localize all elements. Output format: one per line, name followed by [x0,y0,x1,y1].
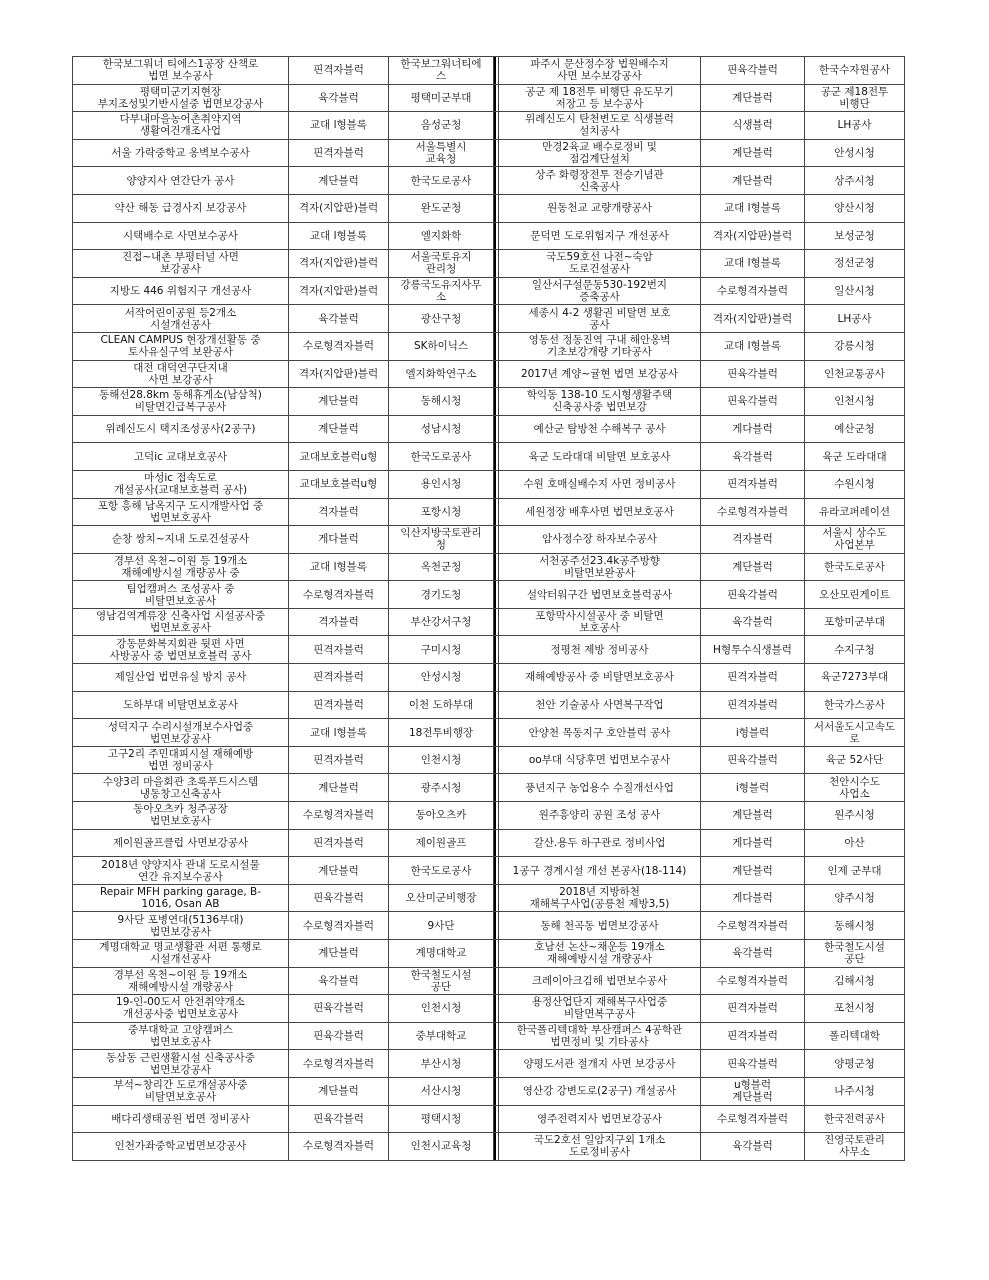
product-cell: 격자블럭 [289,498,389,526]
product-cell: 격자(지압판)블럭 [701,305,805,333]
table-row [73,857,905,885]
product-cell: 핀격자블럭 [289,691,389,719]
product-cell: 격자(지압판)블럭 [701,222,805,250]
project-cell: 포항막사시설공사 중 비탈면 보호공사 [499,608,701,636]
table-row [73,139,905,167]
client-cell: 18전투비행장 [389,719,494,747]
client-cell: 평택시청 [389,1105,494,1133]
client-cell: 서울국토유지 관리청 [389,250,494,278]
table-row [73,388,905,416]
product-cell: 핀육각블럭 [701,57,805,85]
project-cell: 영주전력지사 법면보강공사 [499,1105,701,1133]
product-cell: 계단블럭 [701,857,805,885]
product-cell: 핀육각블럭 [701,360,805,388]
project-cell: 약산 해동 급경사지 보강공사 [73,194,289,222]
project-cell: 파주시 문산정수장 법원배수지 사면 보수보강공사 [499,57,701,85]
product-cell: 핀육각블럭 [701,1050,805,1078]
product-cell: 수로형격자블럭 [289,912,389,940]
client-cell: 인천교통공사 [805,360,905,388]
project-cell: 영산강 강변도로(2공구) 개설공사 [499,1077,701,1105]
project-cell: 영남검역계류장 신축사업 시설공사중 법면보호공사 [73,608,289,636]
project-cell: 설악터워구간 법면보호블럭공사 [499,581,701,609]
project-cell: 세원정장 배후사면 법면보호공사 [499,498,701,526]
client-cell: 나주시청 [805,1077,905,1105]
product-cell: 수로형격자블럭 [701,912,805,940]
project-table [72,56,905,1161]
product-cell: 계단블럭 [701,139,805,167]
project-cell: 제이원골프클럽 사면보강공사 [73,829,289,857]
product-cell: 교대 l형블록 [289,553,389,581]
project-cell: 육군 도라대대 비탈면 보호공사 [499,443,701,471]
project-cell: 다부내마을농어촌취약지역 생활여건개조사업 [73,112,289,140]
product-cell: 육각블럭 [701,1133,805,1161]
project-cell: 세종시 4-2 생활권 비탈면 보호 공사 [499,305,701,333]
client-cell: 정선군청 [805,250,905,278]
product-cell: 수로형격자블럭 [289,581,389,609]
product-cell: 게다블럭 [701,884,805,912]
table-row [73,360,905,388]
project-cell: 마성ic 접속도로 개설공사(교대보호블럭 공사) [73,470,289,498]
product-cell: 계단블럭 [289,167,389,195]
table-row [73,884,905,912]
project-cell: 학익동 138-10 도시형생활주택 신축공사중 법면보강 [499,388,701,416]
project-cell: 공군 제 18전투 비행단 유도무기 저장고 등 보수공사 [499,84,701,112]
project-cell: 서천공주선23.4k공주방향 비탈면보완공사 [499,553,701,581]
project-cell: 고구2리 주민대피시설 재해예방 법면 정비공사 [73,746,289,774]
product-cell: H형투수식생블럭 [701,636,805,664]
product-cell: 핀격자블럭 [289,139,389,167]
project-cell: 부석~창리간 도로개설공사중 비탈면보호공사 [73,1077,289,1105]
client-cell: 완도군청 [389,194,494,222]
table-row [73,1133,905,1161]
product-cell: 핀격자블럭 [289,829,389,857]
product-cell: 교대 l형블록 [701,194,805,222]
client-cell: 한국전력공사 [805,1105,905,1133]
client-cell: 인천시교육청 [389,1133,494,1161]
client-cell: 육군 52사단 [805,746,905,774]
project-cell: 수양3리 마을회관 초록푸드시스템 냉동창고신축공사 [73,774,289,802]
client-cell: 서서울도시고속도 로 [805,719,905,747]
client-cell: 수원시청 [805,470,905,498]
project-cell: 평택미군기지현장 부지조성및기반시설중 법면보강공사 [73,84,289,112]
table-row [73,222,905,250]
product-cell: 교대 l형블록 [701,332,805,360]
client-cell: 인제 군부대 [805,857,905,885]
client-cell: 동해시청 [805,912,905,940]
project-cell: 인천가좌중학교법면보강공사 [73,1133,289,1161]
client-cell: 익산지방국토관리 청 [389,526,494,554]
table-row [73,940,905,968]
project-cell: 제일산업 법면유실 방지 공사 [73,664,289,692]
product-cell: 핀격자블럭 [701,1022,805,1050]
product-cell: 육각블럭 [289,305,389,333]
client-cell: 유라코퍼레이션 [805,498,905,526]
client-cell: 일산시청 [805,277,905,305]
client-cell: 제이원골프 [389,829,494,857]
product-cell: 교대 l형블록 [701,250,805,278]
document-page [72,56,904,1161]
project-cell: 경부선 옥천~이원 등 19개소 재해예방시설 개량공사 [73,967,289,995]
project-cell: Repair MFH parking garage, B- 1016, Osan AB [73,884,289,912]
client-cell: 성남시청 [389,415,494,443]
project-cell: 양양지사 연간단가 공사 [73,167,289,195]
product-cell: 계단블럭 [289,415,389,443]
product-cell: 계단블럭 [289,857,389,885]
product-cell: 격자블럭 [701,526,805,554]
product-cell: 핀격자블럭 [701,691,805,719]
table-row [73,995,905,1023]
product-cell: 핀육각블럭 [289,1022,389,1050]
client-cell: 예산군청 [805,415,905,443]
project-cell: 동아오츠카 청주공장 법면보호공사 [73,802,289,830]
product-cell: 핀격자블럭 [289,664,389,692]
product-cell: 계단블럭 [289,940,389,968]
project-cell: 동삼동 근린생활시설 신축공사중 법면보강공사 [73,1050,289,1078]
project-cell: 크레이아크김해 법면보수공사 [499,967,701,995]
table-row [73,250,905,278]
project-cell: 19-인-00도서 안전취약개소 개선공사중 법면보호공사 [73,995,289,1023]
client-cell: 포항시청 [389,498,494,526]
client-cell: 한국도로공사 [389,167,494,195]
project-cell: 만경2육교 배수로정비 및 점검계단설치 [499,139,701,167]
project-cell: 고덕ic 교대보호공사 [73,443,289,471]
product-cell: 육각블럭 [701,443,805,471]
project-cell: 한국보그워너 티에스1공장 산책로 법면 보수공사 [73,57,289,85]
project-cell: 갈산.용두 하구관로 정비사업 [499,829,701,857]
product-cell: i형블럭 [701,774,805,802]
product-cell: 핀육각블럭 [701,388,805,416]
table-row [73,553,905,581]
project-cell: 중부대학교 고양캠퍼스 법면보호공사 [73,1022,289,1050]
table-row [73,967,905,995]
product-cell: 식생블럭 [701,112,805,140]
client-cell: 엘지화학 [389,222,494,250]
client-cell: 오산미군비행장 [389,884,494,912]
table-row [73,636,905,664]
product-cell: 핀격자블럭 [289,636,389,664]
product-cell: 수로형격자블럭 [701,1105,805,1133]
table-row [73,277,905,305]
table-row [73,167,905,195]
product-cell: 격자블럭 [289,608,389,636]
product-cell: 핀격자블럭 [289,57,389,85]
product-cell: u형블럭 계단블럭 [701,1077,805,1105]
client-cell: 인천시청 [389,995,494,1023]
client-cell: 서울시 상수도 사업본부 [805,526,905,554]
product-cell: 수로형격자블럭 [289,1133,389,1161]
client-cell: 김해시청 [805,967,905,995]
project-cell: 용정산업단지 재해복구사업중 비탈면복구공사 [499,995,701,1023]
table-row [73,194,905,222]
table-row [73,526,905,554]
product-cell: 격자(지압판)블럭 [289,250,389,278]
client-cell: 한국도로공사 [389,857,494,885]
project-cell: 예산군 탐방천 수해복구 공사 [499,415,701,443]
client-cell: 강릉시청 [805,332,905,360]
client-cell: 한국철도시설 공단 [805,940,905,968]
table-row [73,746,905,774]
project-cell: 국도59호선 나전~숙암 도로건설공사 [499,250,701,278]
table-row [73,691,905,719]
project-cell: 문덕면 도로위험지구 개선공사 [499,222,701,250]
product-cell: 핀격자블럭 [289,746,389,774]
client-cell: 폴리텍대학 [805,1022,905,1050]
product-cell: 계단블럭 [701,553,805,581]
table-row [73,305,905,333]
table-row [73,1050,905,1078]
product-cell: 육각블럭 [701,608,805,636]
project-cell: 도하부대 비탈면보호공사 [73,691,289,719]
client-cell: 음성군청 [389,112,494,140]
client-cell: SK하이닉스 [389,332,494,360]
product-cell: 육각블럭 [289,967,389,995]
client-cell: 원주시청 [805,802,905,830]
client-cell: 옥천군청 [389,553,494,581]
product-cell: 계단블럭 [701,84,805,112]
client-cell: 동해시청 [389,388,494,416]
project-cell: 풍년지구 농업용수 수질개선사업 [499,774,701,802]
product-cell: 핀육각블럭 [701,581,805,609]
project-cell: 2018년 양양지사 관내 도로시설물 연간 유지보수공사 [73,857,289,885]
table-row [73,719,905,747]
client-cell: 오산모린게이트 [805,581,905,609]
project-cell: 팀업캠퍼스 조성공사 중 비탈면보호공사 [73,581,289,609]
product-cell: 수로형격자블럭 [701,967,805,995]
project-cell: 2018년 지방하천 재해복구사업(공릉천 제방3,5) [499,884,701,912]
table-row [73,774,905,802]
client-cell: 계명대학교 [389,940,494,968]
product-cell: 수로형격자블럭 [289,802,389,830]
client-cell: 아산 [805,829,905,857]
client-cell: 인천시청 [389,746,494,774]
client-cell: 광산구청 [389,305,494,333]
project-cell: 서작어린이공원 등2개소 시설개선공사 [73,305,289,333]
table-row [73,443,905,471]
client-cell: 양산시청 [805,194,905,222]
project-cell: 1공구 경계시설 개선 본공사(18-114) [499,857,701,885]
table-row [73,912,905,940]
project-cell: 계명대학교 명교생활관 서편 통행로 시설개선공사 [73,940,289,968]
product-cell: 격자(지압판)블럭 [289,194,389,222]
project-cell: 양평도서관 절개지 사면 보강공사 [499,1050,701,1078]
client-cell: 중부대학교 [389,1022,494,1050]
client-cell: 한국도로공사 [805,553,905,581]
product-cell: 육각블럭 [289,84,389,112]
project-cell: 대전 대덕연구단지내 사면 보강공사 [73,360,289,388]
product-cell: 교대 l형블록 [289,719,389,747]
table-row [73,1022,905,1050]
client-cell: 포항미군부대 [805,608,905,636]
client-cell: LH공사 [805,305,905,333]
product-cell: 교대 l형블록 [289,112,389,140]
client-cell: 한국철도시설 공단 [389,967,494,995]
product-cell: 계단블럭 [701,167,805,195]
client-cell: 동아오츠카 [389,802,494,830]
project-cell: 지방도 446 위험지구 개선공사 [73,277,289,305]
client-cell: 수지구청 [805,636,905,664]
client-cell: 인천시청 [805,388,905,416]
client-cell: LH공사 [805,112,905,140]
product-cell: 교대보호블럭u형 [289,443,389,471]
project-cell: 영동선 정동진역 구내 해안옹벽 기초보강개량 기타공사 [499,332,701,360]
product-cell: 계단블럭 [289,774,389,802]
product-cell: 핀격자블럭 [701,664,805,692]
client-cell: 서울특별시 교육청 [389,139,494,167]
product-cell: 계단블럭 [289,388,389,416]
project-cell: oo부대 식당후면 법면보수공사 [499,746,701,774]
product-cell: 계단블럭 [289,1077,389,1105]
product-cell: 격자(지압판)블럭 [289,360,389,388]
project-cell: 경부선 옥천~이원 등 19개소 재해예방시설 개량공사 중 [73,553,289,581]
table-body [73,57,905,1161]
project-cell: 한국폴리텍대학 부산캠퍼스 4공학관 법면정비 및 기타공사 [499,1022,701,1050]
project-cell: 동해선28.8km 동해휴게소(남삼척) 비탈면긴급복구공사 [73,388,289,416]
client-cell: 보성군청 [805,222,905,250]
project-cell: 2017년 계양~귤현 법면 보강공사 [499,360,701,388]
project-cell: 안양천 목동지구 호안블럭 공사 [499,719,701,747]
client-cell: 평택미군부대 [389,84,494,112]
client-cell: 구미시청 [389,636,494,664]
client-cell: 한국가스공사 [805,691,905,719]
project-cell: 성덕지구 수리시설개보수사업중 법면보강공사 [73,719,289,747]
project-cell: 서울 가락중학교 옹벽보수공사 [73,139,289,167]
table-row [73,332,905,360]
product-cell: 핀육각블럭 [289,884,389,912]
project-cell: 암사정수장 하자보수공사 [499,526,701,554]
client-cell: 양주시청 [805,884,905,912]
product-cell: 격자(지압판)블럭 [289,277,389,305]
client-cell: 안성시청 [389,664,494,692]
client-cell: 강릉국도유지사무 소 [389,277,494,305]
project-cell: 원주흥양리 공원 조성 공사 [499,802,701,830]
table-row [73,829,905,857]
project-cell: 배다리생태공원 법면 정비공사 [73,1105,289,1133]
table-row [73,112,905,140]
project-cell: 원동천교 교량개량공사 [499,194,701,222]
table-row [73,498,905,526]
table-row [73,1077,905,1105]
client-cell: 서산시청 [389,1077,494,1105]
project-cell: 천안 기술공사 사면복구작업 [499,691,701,719]
table-row [73,608,905,636]
client-cell: 포천시청 [805,995,905,1023]
project-cell: 동해 천곡동 법면보강공사 [499,912,701,940]
client-cell: 부산시청 [389,1050,494,1078]
product-cell: 핀격자블럭 [701,995,805,1023]
project-cell: 일산서구설문동530-192번지 증축공사 [499,277,701,305]
project-cell: 국도2호선 일암지구외 1개소 도로정비공사 [499,1133,701,1161]
client-cell: 양평군청 [805,1050,905,1078]
client-cell: 엘지화학연구소 [389,360,494,388]
product-cell: 핀격자블럭 [701,470,805,498]
table-row [73,84,905,112]
product-cell: 게다블럭 [701,415,805,443]
client-cell: 안성시청 [805,139,905,167]
project-cell: 재해예방공사 중 비탈면보호공사 [499,664,701,692]
client-cell: 부산강서구청 [389,608,494,636]
project-cell: 정평천 제방 정비공사 [499,636,701,664]
product-cell: 수로형격자블럭 [289,1050,389,1078]
project-cell: 순창 쌍치~지내 도로건설공사 [73,526,289,554]
product-cell: 계단블럭 [701,802,805,830]
project-cell: 강동문화복지회관 뒷편 사면 사방공사 중 법면보호블럭 공사 [73,636,289,664]
client-cell: 용인시청 [389,470,494,498]
product-cell: 교대 l형블록 [289,222,389,250]
client-cell: 광주시청 [389,774,494,802]
project-cell: 위례신도시 탄천변도로 식생블럭 설치공사 [499,112,701,140]
project-cell: 호남선 논산~채운등 19개소 재해예방시설 개량공사 [499,940,701,968]
project-cell: 상주 화령장전투 전승기념관 신축공사 [499,167,701,195]
product-cell: 핀육각블럭 [289,1105,389,1133]
table-row [73,470,905,498]
client-cell: 한국도로공사 [389,443,494,471]
table-row [73,802,905,830]
project-cell: 수원 호매실배수지 사면 정비공사 [499,470,701,498]
product-cell: 수로형격자블럭 [289,332,389,360]
product-cell: i형블럭 [701,719,805,747]
client-cell: 한국보그워너티에 스 [389,57,494,85]
client-cell: 육군 도라대대 [805,443,905,471]
project-cell: 9사단 포병연대(5136부대) 법면보강공사 [73,912,289,940]
product-cell: 수로형격자블럭 [701,498,805,526]
client-cell: 천안시수도 사업소 [805,774,905,802]
product-cell: 게다블럭 [701,829,805,857]
client-cell: 진영국토관리 사무소 [805,1133,905,1161]
product-cell: 핀육각블럭 [289,995,389,1023]
project-cell: CLEAN CAMPUS 현장개선활동 중 토사유실구역 보완공사 [73,332,289,360]
client-cell: 이천 도하부대 [389,691,494,719]
client-cell: 공군 제18전투 비행단 [805,84,905,112]
project-cell: 위례신도시 택지조성공사(2공구) [73,415,289,443]
project-cell: 시택배수로 사면보수공사 [73,222,289,250]
project-cell: 진접~내촌 부평터널 사면 보강공사 [73,250,289,278]
product-cell: 수로형격자블럭 [701,277,805,305]
project-cell: 포항 흥해 남옥지구 도시개발사업 중 법면보호공사 [73,498,289,526]
client-cell: 상주시청 [805,167,905,195]
client-cell: 육군7273부대 [805,664,905,692]
table-row [73,581,905,609]
client-cell: 경기도청 [389,581,494,609]
table-row [73,57,905,85]
product-cell: 교대보호블럭u형 [289,470,389,498]
table-row [73,415,905,443]
product-cell: 게다블럭 [289,526,389,554]
product-cell: 육각블럭 [701,940,805,968]
table-row [73,1105,905,1133]
product-cell: 핀육각블럭 [701,746,805,774]
table-row [73,664,905,692]
client-cell: 9사단 [389,912,494,940]
client-cell: 한국수자원공사 [805,57,905,85]
